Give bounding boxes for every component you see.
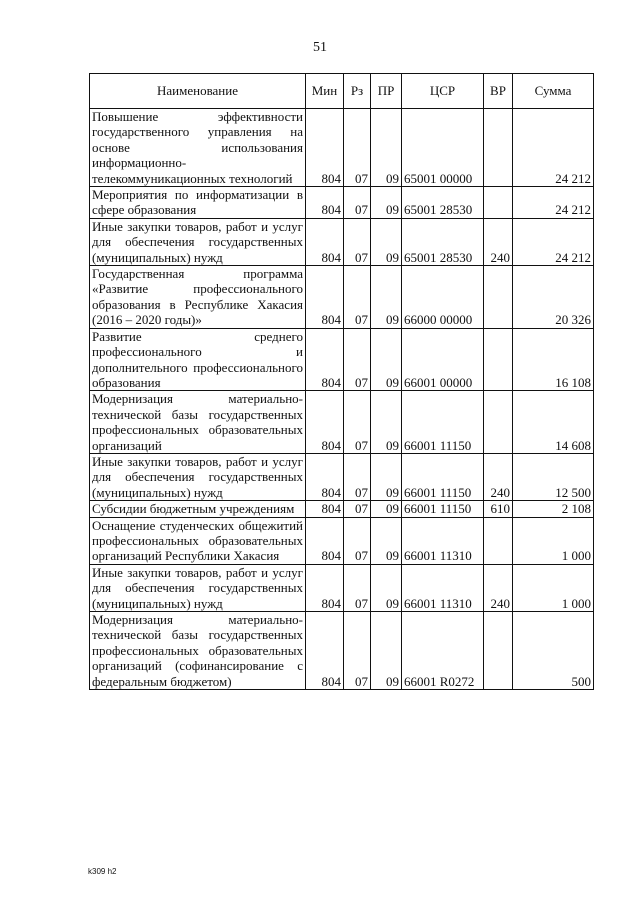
cell-sum: 2 108	[513, 501, 594, 517]
cell-rz: 07	[344, 187, 371, 219]
cell-name: Оснащение студенческих общежитий профессиональных образовательных организаций Республики Хакасия	[90, 517, 306, 564]
cell-vr: 240	[484, 218, 513, 265]
header-csr: ЦСР	[402, 74, 484, 109]
cell-csr: 65001 00000	[402, 109, 484, 187]
cell-name: Субсидии бюджетным учреждениям	[90, 501, 306, 517]
cell-sum: 12 500	[513, 453, 594, 500]
header-rz: Рз	[344, 74, 371, 109]
cell-min: 804	[306, 517, 344, 564]
cell-csr: 66000 00000	[402, 266, 484, 329]
cell-pr: 09	[371, 328, 402, 391]
cell-csr: 66001 11150	[402, 453, 484, 500]
cell-csr: 66001 11150	[402, 391, 484, 454]
cell-name: Развитие среднего профессионального и дополнительного профессионального образования	[90, 328, 306, 391]
cell-sum: 14 608	[513, 391, 594, 454]
table-row	[90, 501, 594, 517]
cell-pr: 09	[371, 517, 402, 564]
budget-table	[89, 73, 594, 690]
table-row	[90, 187, 594, 219]
header-min: Мин	[306, 74, 344, 109]
cell-min: 804	[306, 612, 344, 690]
cell-min: 804	[306, 453, 344, 500]
cell-min: 804	[306, 328, 344, 391]
cell-csr: 65001 28530	[402, 187, 484, 219]
cell-pr: 09	[371, 187, 402, 219]
cell-sum: 24 212	[513, 187, 594, 219]
cell-sum: 24 212	[513, 109, 594, 187]
cell-csr: 66001 11150	[402, 501, 484, 517]
table-row	[90, 328, 594, 391]
header-vr: ВР	[484, 74, 513, 109]
cell-pr: 09	[371, 564, 402, 611]
cell-csr: 65001 28530	[402, 218, 484, 265]
page-number: 51	[313, 40, 327, 55]
cell-rz: 07	[344, 453, 371, 500]
cell-rz: 07	[344, 266, 371, 329]
cell-vr: 240	[484, 564, 513, 611]
table-row	[90, 109, 594, 187]
cell-vr	[484, 391, 513, 454]
cell-vr	[484, 612, 513, 690]
cell-rz: 07	[344, 109, 371, 187]
cell-sum: 24 212	[513, 218, 594, 265]
cell-name: Иные закупки товаров, работ и услуг для обеспечения государственных (муниципальных) нужд	[90, 453, 306, 500]
table-row	[90, 391, 594, 454]
cell-csr: 66001 11310	[402, 564, 484, 611]
cell-rz: 07	[344, 391, 371, 454]
cell-name: Модернизация материально-технической базы государственных профессиональных образовательных организаций (софинансирование с федеральным бюджетом)	[90, 612, 306, 690]
cell-pr: 09	[371, 391, 402, 454]
table-body	[90, 109, 594, 690]
cell-name: Иные закупки товаров, работ и услуг для обеспечения государственных (муниципальных) нужд	[90, 218, 306, 265]
cell-min: 804	[306, 187, 344, 219]
cell-csr: 66001 11310	[402, 517, 484, 564]
header-name: Наименование	[90, 74, 306, 109]
table-row	[90, 612, 594, 690]
cell-vr	[484, 328, 513, 391]
cell-sum: 1 000	[513, 564, 594, 611]
cell-sum: 500	[513, 612, 594, 690]
cell-min: 804	[306, 501, 344, 517]
cell-min: 804	[306, 564, 344, 611]
cell-vr	[484, 109, 513, 187]
cell-min: 804	[306, 391, 344, 454]
table-row	[90, 517, 594, 564]
cell-sum: 16 108	[513, 328, 594, 391]
cell-pr: 09	[371, 109, 402, 187]
table-row	[90, 453, 594, 500]
cell-vr: 610	[484, 501, 513, 517]
cell-pr: 09	[371, 453, 402, 500]
cell-vr	[484, 266, 513, 329]
cell-name: Мероприятия по информатизации в сфере образования	[90, 187, 306, 219]
cell-rz: 07	[344, 218, 371, 265]
cell-sum: 1 000	[513, 517, 594, 564]
cell-name: Модернизация материально-технической базы государственных профессиональных образовательных организаций	[90, 391, 306, 454]
table-header-row	[90, 74, 594, 109]
cell-rz: 07	[344, 328, 371, 391]
header-sum: Сумма	[513, 74, 594, 109]
table-row	[90, 218, 594, 265]
cell-rz: 07	[344, 501, 371, 517]
header-pr: ПР	[371, 74, 402, 109]
cell-csr: 66001 00000	[402, 328, 484, 391]
cell-pr: 09	[371, 612, 402, 690]
cell-min: 804	[306, 266, 344, 329]
cell-rz: 07	[344, 612, 371, 690]
cell-pr: 09	[371, 266, 402, 329]
cell-vr	[484, 187, 513, 219]
cell-pr: 09	[371, 218, 402, 265]
cell-rz: 07	[344, 564, 371, 611]
cell-min: 804	[306, 109, 344, 187]
cell-rz: 07	[344, 517, 371, 564]
cell-name: Государственная программа «Развитие профессионального образования в Республике Хакасия (2016 – 2020 годы)»	[90, 266, 306, 329]
cell-vr: 240	[484, 453, 513, 500]
cell-vr	[484, 517, 513, 564]
cell-pr: 09	[371, 501, 402, 517]
cell-name: Иные закупки товаров, работ и услуг для обеспечения государственных (муниципальных) нужд	[90, 564, 306, 611]
footer-code: k309 h2	[88, 867, 117, 876]
cell-name: Повышение эффективности государственного управления на основе использования информационно-телекоммуникационных технологий	[90, 109, 306, 187]
table-row	[90, 266, 594, 329]
cell-sum: 20 326	[513, 266, 594, 329]
table-row	[90, 564, 594, 611]
cell-csr: 66001 R0272	[402, 612, 484, 690]
cell-min: 804	[306, 218, 344, 265]
